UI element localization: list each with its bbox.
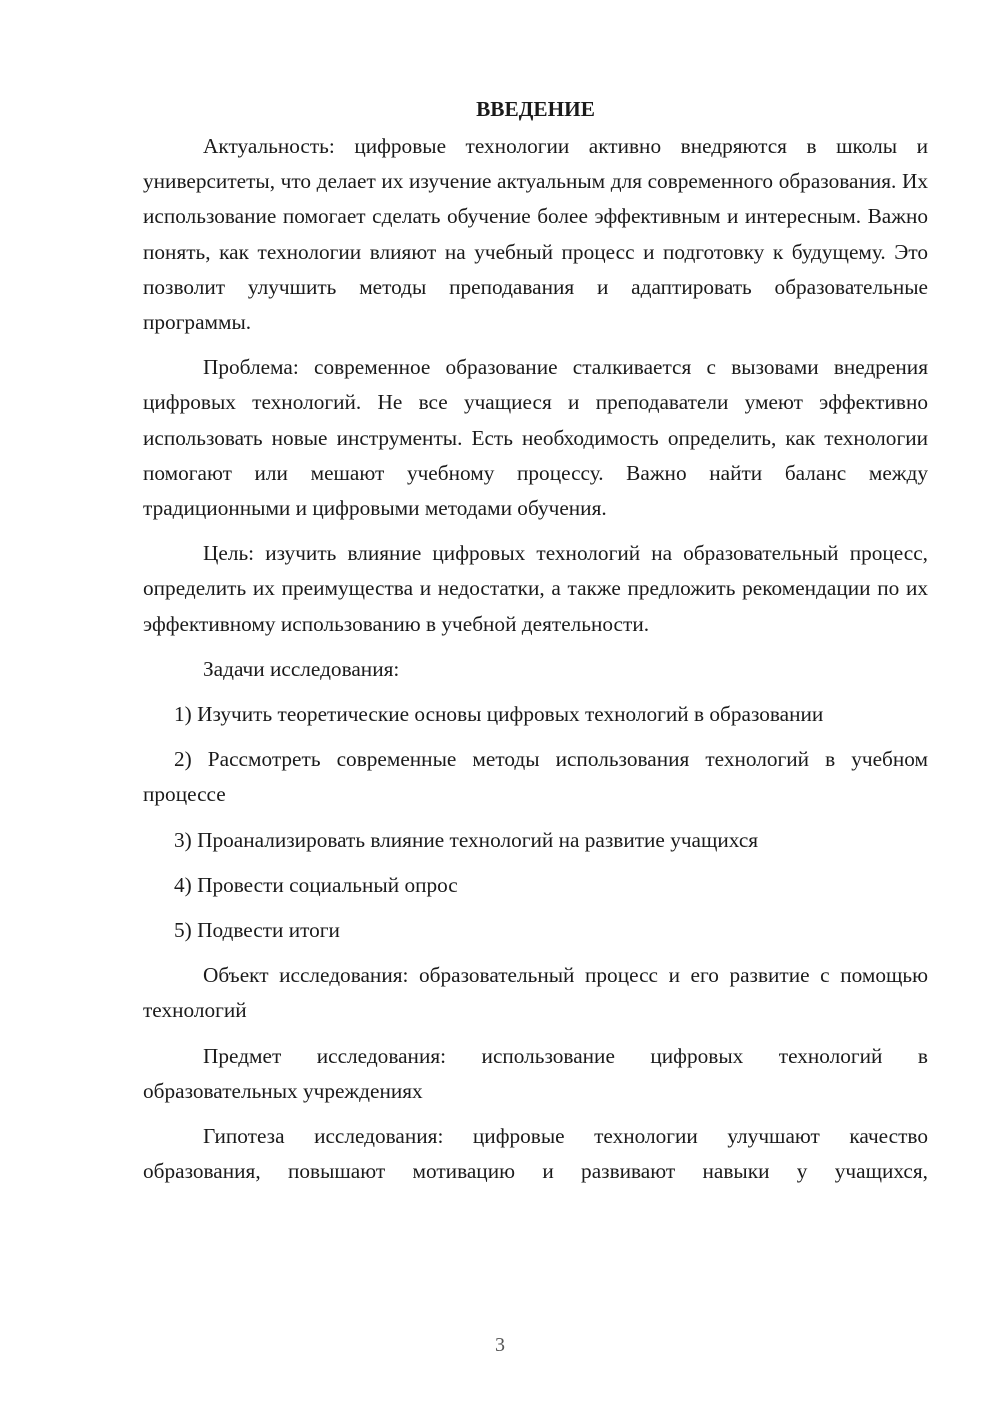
task-item-4: 4) Провести социальный опрос — [174, 872, 458, 897]
paragraph-relevance: Актуальность: цифровые технологии активно внедряются в школы и университеты, что делает их изучение актуальным для современного образования. Их использование помогает сделать обучение более эффективным и интересным. Важно понять, как технологии влияют на учебный процесс и подготовку к будущему. Это позволит улучшить методы преподавания и адаптировать образовательные программы. — [143, 134, 928, 335]
task-item-2: 2) Рассмотреть современные методы использования технологий в учебном процессе — [143, 747, 928, 807]
paragraph-tasks-intro: Задачи исследования: — [203, 656, 400, 681]
paragraph-problem: Проблема: современное образование сталкивается с вызовами внедрения цифровых технологий. Не все учащиеся и преподаватели умеют эффективно использовать новые инструменты. Есть необходимость определить, как технологии помогают или мешают учебному процессу. Важно найти баланс между традиционными и цифровыми методами обучения. — [143, 355, 928, 521]
page-content — [143, 92, 928, 1189]
paragraph-goal: Цель: изучить влияние цифровых технологий на образовательный процесс, определить их преимущества и недостатки, а также предложить рекомендации по их эффективному использованию в учебной деятельности. — [143, 541, 928, 636]
paragraph-object: Объект исследования: образовательный процесс и его развитие с помощью технологий — [143, 963, 928, 1023]
task-item-3: 3) Проанализировать влияние технологий на развитие учащихся — [174, 827, 759, 852]
task-item-1: 1) Изучить теоретические основы цифровых технологий в образовании — [174, 702, 824, 727]
section-heading: ВВЕДЕНИЕ — [476, 97, 595, 121]
page-number: 3 — [495, 1334, 505, 1356]
paragraph-hypothesis: Гипотеза исследования: цифровые технологии улучшают качество образования, повышают мотивацию и развивают навыки у учащихся, — [143, 1124, 928, 1184]
paragraph-subject: Предмет исследования: использование цифровых технологий в образовательных учреждениях — [143, 1043, 928, 1103]
task-item-5: 5) Подвести итоги — [174, 918, 340, 943]
